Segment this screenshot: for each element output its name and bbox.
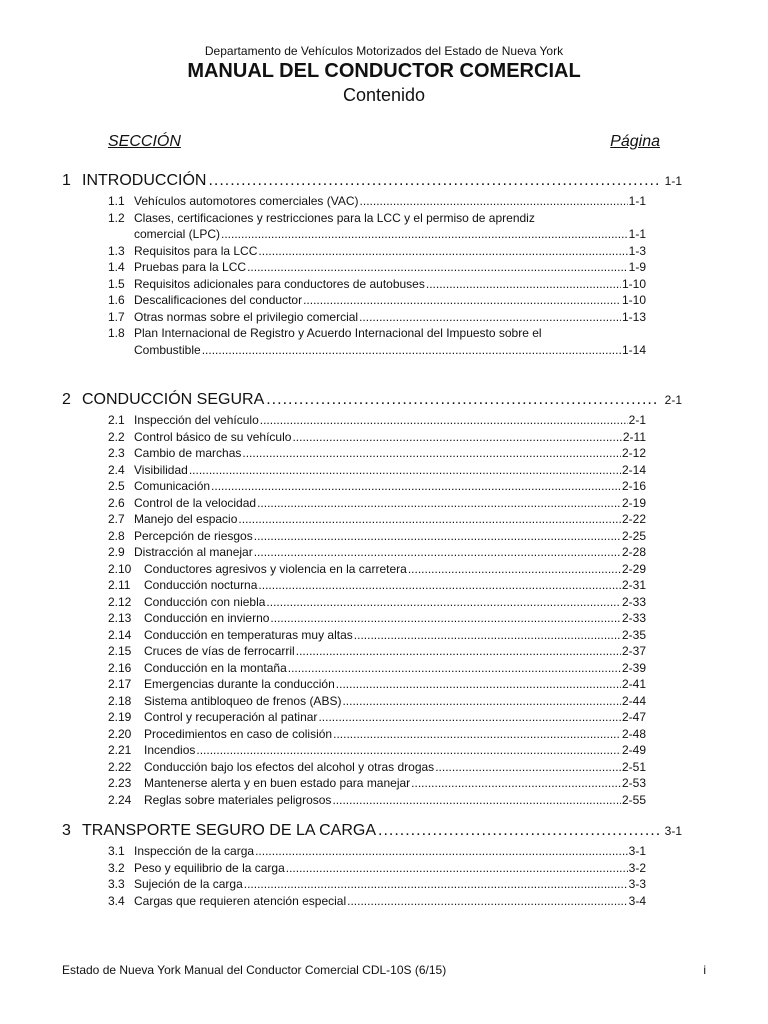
dot-leader — [255, 844, 628, 858]
entry-label-continued: comercial (LPC) — [134, 227, 221, 241]
entry-number: 2.8 — [108, 528, 125, 543]
entry-label: Control de la velocidad — [134, 495, 257, 510]
toc-entry — [108, 529, 646, 546]
toc-section — [62, 172, 682, 359]
entry-label: Control y recuperación al patinar — [144, 710, 318, 724]
toc-entry — [108, 844, 646, 861]
entry-label: Vehículos automotores comerciales (VAC) — [134, 194, 359, 208]
entry-page: 1-10 — [621, 276, 646, 291]
entry-page: 1-9 — [628, 260, 646, 274]
footer-text: Estado de Nueva York Manual del Conductor Comercial CDL-10S (6/15) — [62, 963, 447, 977]
contents-subtitle: Contenido — [342, 85, 426, 105]
entry-page: 3-1 — [628, 844, 646, 858]
entry-number: 1.2 — [108, 210, 125, 225]
dot-leader — [244, 877, 628, 891]
toc-entry-line — [108, 211, 646, 228]
entry-number: 2.7 — [108, 512, 125, 526]
entry-page: 3-2 — [628, 860, 646, 875]
dot-leader — [359, 310, 621, 324]
entry-number: 3.2 — [108, 860, 125, 875]
entry-page: 1-10 — [621, 293, 646, 307]
section-heading — [62, 822, 682, 844]
entry-label: Distracción al manejar — [134, 545, 253, 559]
entry-label: Percepción de riesgos — [134, 528, 253, 543]
page-column-header: Página — [610, 133, 660, 150]
entry-page: 2-37 — [621, 644, 646, 658]
dot-leader — [354, 628, 621, 642]
toc-entry — [108, 430, 646, 447]
toc-entry — [108, 595, 646, 612]
entry-page: 3-3 — [628, 877, 646, 891]
page-number: i — [703, 963, 706, 977]
toc-entry — [108, 776, 646, 793]
toc-entry — [108, 694, 646, 711]
entry-label: Visibilidad — [134, 462, 188, 477]
toc-entry — [108, 446, 646, 463]
toc-entry — [108, 194, 646, 211]
dot-leader — [426, 277, 621, 291]
toc-entry — [108, 611, 646, 628]
entry-label: Control básico de su vehículo — [134, 429, 292, 444]
manual-title: MANUAL DEL CONDUCTOR COMERCIAL — [187, 60, 581, 82]
entry-page: 1-1 — [628, 227, 646, 241]
entry-label: Otras normas sobre el privilegio comercial — [134, 309, 359, 324]
section-heading — [62, 172, 682, 194]
entry-number: 2.14 — [108, 627, 132, 642]
dot-leader — [208, 172, 658, 190]
entry-label: Cruces de vías de ferrocarril — [144, 644, 295, 658]
entry-page: 2-22 — [621, 512, 646, 526]
toc-entry — [108, 578, 646, 595]
toc-entry — [108, 244, 646, 261]
entry-number: 2.5 — [108, 479, 125, 493]
entry-number: 1.4 — [108, 260, 125, 274]
entry-page: 2-55 — [621, 792, 646, 807]
toc-entry — [108, 677, 646, 694]
toc-entry — [108, 310, 646, 327]
entry-page: 2-35 — [621, 627, 646, 642]
toc-entry — [108, 562, 646, 579]
entry-label: Sistema antibloqueo de frenos (ABS) — [144, 693, 342, 708]
toc-entry — [108, 479, 646, 496]
entry-label-continued: Combustible — [134, 342, 201, 357]
dot-leader — [342, 694, 621, 708]
dot-leader — [254, 529, 621, 543]
entry-number: 2.2 — [108, 429, 125, 444]
section-column-header: SECCIÓN — [108, 133, 181, 150]
entry-label: Inspección del vehículo — [134, 413, 259, 427]
entry-page: 2-47 — [621, 710, 646, 724]
dot-leader — [257, 496, 621, 510]
dot-leader — [238, 512, 621, 526]
dot-leader — [360, 194, 628, 208]
entry-page: 2-41 — [621, 677, 646, 691]
entry-label: Reglas sobre materiales peligrosos — [144, 792, 332, 807]
entry-label: Cambio de marchas — [134, 446, 242, 460]
toc-entry — [108, 661, 646, 678]
entry-page: 1-3 — [628, 243, 646, 258]
entry-label: Conducción nocturna — [144, 578, 258, 592]
entry-number: 1.6 — [108, 293, 125, 307]
toc-entry — [108, 760, 646, 777]
dot-leader — [258, 244, 627, 258]
section-title: CONDUCCIÓN SEGURA — [82, 391, 265, 408]
dot-leader — [303, 293, 621, 307]
entry-label: Sujeción de la carga — [134, 877, 243, 891]
section-title: TRANSPORTE SEGURO DE LA CARGA — [82, 822, 376, 839]
entry-label: Conductores agresivos y violencia en la carretera — [144, 561, 407, 576]
toc-entry-line — [108, 343, 646, 360]
dot-leader — [333, 727, 621, 741]
dot-leader — [332, 793, 621, 807]
toc-entry — [108, 545, 646, 562]
entry-label: Mantenerse alerta y en buen estado para manejar — [144, 776, 411, 790]
entry-number: 2.22 — [108, 759, 132, 774]
toc-entry — [108, 326, 646, 359]
entry-label: Cargas que requieren atención especial — [134, 893, 347, 908]
toc-entry — [108, 277, 646, 294]
entry-label: Clases, certificaciones y restricciones para la LCC y el permiso de aprendiz — [134, 210, 535, 225]
entry-label: Emergencias durante la conducción — [144, 677, 335, 691]
entry-page: 2-28 — [621, 545, 646, 559]
entry-page: 2-29 — [621, 561, 646, 576]
entry-number: 2.24 — [108, 792, 132, 807]
entry-number: 2.4 — [108, 462, 125, 477]
dot-leader — [347, 894, 628, 908]
department-line: Departamento de Vehículos Motorizados del Estado de Nueva York — [204, 44, 564, 58]
toc-entry — [108, 793, 646, 810]
entry-number: 2.1 — [108, 413, 125, 427]
entry-number: 2.12 — [108, 594, 132, 609]
dot-leader — [242, 446, 621, 460]
entry-page: 2-14 — [621, 462, 646, 477]
dot-leader — [292, 430, 621, 444]
toc-entry — [108, 644, 646, 661]
dot-leader — [288, 661, 621, 675]
toc-entry — [108, 877, 646, 894]
dot-leader — [408, 562, 621, 576]
entry-number: 2.17 — [108, 677, 132, 691]
entry-label: Requisitos para la LCC — [134, 243, 258, 258]
entry-page: 2-12 — [621, 446, 646, 460]
dot-leader — [378, 822, 659, 840]
section-number: 1 — [62, 172, 71, 189]
entry-label: Conducción con niebla — [144, 594, 266, 609]
section-page: 3-1 — [664, 824, 682, 838]
entry-number: 2.10 — [108, 561, 132, 576]
toc-entry-line — [108, 326, 646, 343]
entry-page: 2-48 — [621, 726, 646, 741]
entry-label: Pruebas para la LCC — [134, 260, 247, 274]
dot-leader — [211, 479, 621, 493]
entry-page: 3-4 — [628, 893, 646, 908]
dot-leader — [221, 227, 628, 241]
entry-number: 2.19 — [108, 710, 132, 724]
toc-entry — [108, 211, 646, 244]
entry-label: Manejo del espacio — [134, 512, 238, 526]
entry-label: Comunicación — [134, 479, 211, 493]
section-number: 2 — [62, 391, 71, 408]
entry-number: 2.6 — [108, 495, 125, 510]
entry-number: 2.11 — [108, 578, 131, 592]
entry-number: 3.4 — [108, 893, 125, 908]
entry-number: 1.7 — [108, 309, 125, 324]
dot-leader — [258, 578, 621, 592]
entry-label: Peso y equilibrio de la carga — [134, 860, 285, 875]
dot-leader — [266, 391, 658, 409]
entry-label: Procedimientos en caso de colisión — [144, 726, 333, 741]
section-page: 2-1 — [664, 393, 682, 407]
toc-entry — [108, 260, 646, 277]
entry-page: 1-13 — [621, 309, 646, 324]
entry-page: 2-31 — [621, 578, 646, 592]
dot-leader — [336, 677, 621, 691]
entry-number: 1.3 — [108, 243, 125, 258]
section-number: 3 — [62, 822, 71, 839]
dot-leader — [254, 545, 621, 559]
entry-page: 2-33 — [621, 611, 646, 625]
entry-number: 2.13 — [108, 611, 132, 625]
toc-entry-line — [108, 227, 646, 244]
dot-leader — [411, 776, 621, 790]
entry-label: Conducción en temperaturas muy altas — [144, 627, 353, 642]
entry-page: 2-11 — [622, 429, 646, 444]
entry-number: 1.5 — [108, 276, 125, 291]
entry-page: 2-39 — [621, 660, 646, 675]
entry-number: 2.3 — [108, 446, 125, 460]
entry-page: 2-53 — [621, 776, 646, 790]
entry-number: 3.1 — [108, 844, 125, 858]
section-title: INTRODUCCIÓN — [82, 172, 207, 189]
toc-entry — [108, 628, 646, 645]
entry-label: Plan Internacional de Registro y Acuerdo Internacional del Impuesto sobre el — [134, 326, 542, 340]
entry-page: 2-33 — [621, 594, 646, 609]
entry-number: 2.16 — [108, 660, 132, 675]
entry-number: 2.18 — [108, 693, 132, 708]
dot-leader — [266, 595, 621, 609]
dot-leader — [286, 861, 628, 875]
entry-number: 2.15 — [108, 644, 132, 658]
entry-label: Descalificaciones del conductor — [134, 293, 303, 307]
entry-page: 1-14 — [621, 342, 646, 357]
entry-page: 1-1 — [628, 194, 646, 208]
dot-leader — [189, 463, 621, 477]
entry-label: Conducción en invierno — [144, 611, 270, 625]
section-page: 1-1 — [664, 174, 682, 188]
entry-number: 2.9 — [108, 545, 125, 559]
toc-entry — [108, 894, 646, 911]
dot-leader — [296, 644, 621, 658]
toc-section — [62, 822, 682, 910]
entry-number: 3.3 — [108, 877, 125, 891]
dot-leader — [318, 710, 621, 724]
entry-page: 2-25 — [621, 528, 646, 543]
toc-entry — [108, 861, 646, 878]
entry-number: 1.8 — [108, 326, 125, 340]
entry-label: Incendios — [144, 743, 196, 757]
entry-page: 2-49 — [621, 743, 646, 757]
toc-entry — [108, 512, 646, 529]
entry-number: 2.20 — [108, 726, 132, 741]
entry-label: Inspección de la carga — [134, 844, 255, 858]
toc-entry — [108, 710, 646, 727]
entry-number: 2.23 — [108, 776, 132, 790]
entry-page: 2-44 — [621, 693, 646, 708]
dot-leader — [270, 611, 621, 625]
toc-entry — [108, 413, 646, 430]
entry-number: 2.21 — [108, 743, 132, 757]
dot-leader — [435, 760, 621, 774]
toc-entry — [108, 293, 646, 310]
toc-entry — [108, 727, 646, 744]
entry-page: 2-1 — [628, 413, 646, 427]
dot-leader — [196, 743, 621, 757]
entry-page: 2-16 — [621, 479, 646, 493]
dot-leader — [202, 343, 621, 357]
entry-label: Conducción en la montaña — [144, 660, 287, 675]
toc-section — [62, 391, 682, 809]
section-heading — [62, 391, 682, 413]
entry-label: Conducción bajo los efectos del alcohol y otras drogas — [144, 759, 435, 774]
toc-entry — [108, 743, 646, 760]
toc-entry — [108, 463, 646, 480]
dot-leader — [260, 413, 628, 427]
dot-leader — [247, 260, 628, 274]
entry-page: 2-51 — [621, 759, 646, 774]
entry-page: 2-19 — [621, 495, 646, 510]
entry-label: Requisitos adicionales para conductores de autobuses — [134, 276, 425, 291]
entry-number: 1.1 — [108, 194, 125, 208]
toc-entry — [108, 496, 646, 513]
